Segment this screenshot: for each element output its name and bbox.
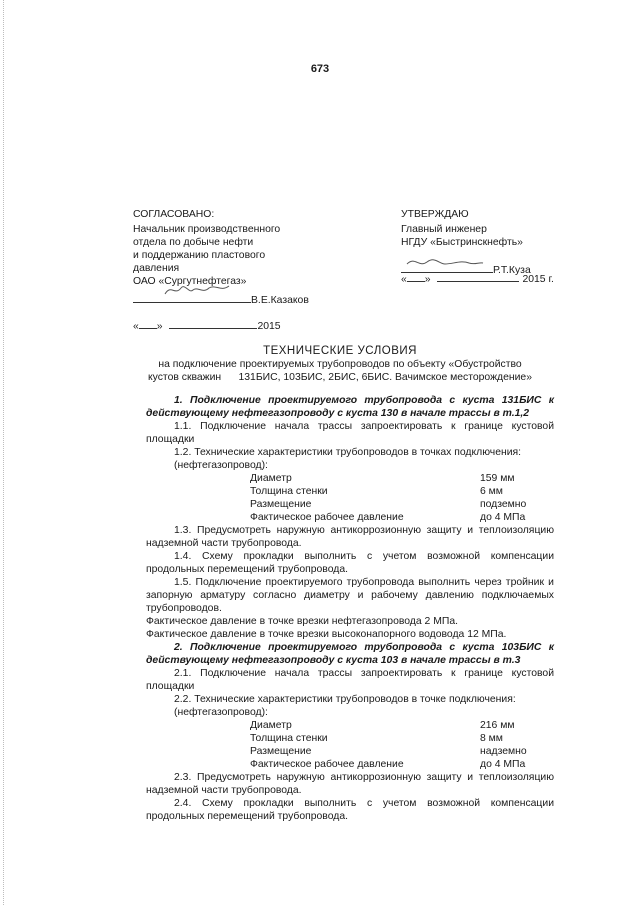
spec-label: Толщина стенки bbox=[250, 486, 328, 497]
document-subtitle-line: на подключение проектируемых трубопроводов по объекту «Обустройство bbox=[158, 359, 522, 371]
handwritten-signature-icon bbox=[405, 254, 485, 270]
date-day-blank bbox=[407, 281, 425, 282]
fact-pressure-oil: Фактическое давление в точке врезки нефтегазопровода 2 МПа. bbox=[146, 616, 458, 627]
date-open-quote: « bbox=[133, 321, 139, 332]
clause-2-2-note: (нефтегазопровод): bbox=[174, 707, 268, 718]
spec-value: 6 мм bbox=[480, 486, 503, 497]
approval-right-heading: УТВЕРЖДАЮ bbox=[401, 209, 469, 220]
document-title-block bbox=[140, 344, 540, 384]
document-subtitle-line: кустов скважин 131БИС, 103БИС, 2БИС, 6БИС. Вачимское месторождение» bbox=[147, 372, 532, 384]
spec-value: до 4 МПа bbox=[480, 759, 526, 770]
clause-1-5: 1.5. Подключение проектируемого трубопровода выполнить через тройник и запорную арматуру согласно диаметру и рабочему давлению подключаемых трубопроводов. bbox=[146, 577, 554, 614]
spec-label: Фактическое рабочее давление bbox=[250, 759, 404, 770]
approval-left-line: ОАО «Сургутнефтегаз» bbox=[133, 276, 247, 287]
date-open-quote: « bbox=[401, 274, 407, 285]
date-close-quote: » bbox=[424, 274, 431, 285]
spec-value: 8 мм bbox=[480, 733, 503, 744]
signature-line bbox=[133, 290, 251, 303]
approval-left-signatory: В.Е.Казаков bbox=[251, 295, 309, 306]
approval-left-signature-row bbox=[133, 290, 309, 307]
page-number: 673 bbox=[310, 63, 330, 75]
approval-right-date-row bbox=[401, 273, 554, 286]
spec-value: подземно bbox=[480, 499, 527, 510]
document-title: ТЕХНИЧЕСКИЕ УСЛОВИЯ bbox=[263, 345, 417, 357]
approval-left-line: и поддержанию пластового bbox=[133, 250, 266, 261]
clause-1-2-note: (нефтегазопровод): bbox=[174, 460, 268, 471]
signature-line bbox=[401, 260, 493, 273]
spec-value: 216 мм bbox=[480, 720, 515, 731]
date-month-blank bbox=[437, 281, 519, 282]
clause-1-4: 1.4. Схему прокладки выполнить с учетом возможной компенсации продольных перемещений трубопровода. bbox=[146, 551, 554, 575]
spec-label: Фактическое рабочее давление bbox=[250, 512, 404, 523]
handwritten-signature-icon bbox=[163, 282, 233, 298]
clause-2-2: 2.2. Технические характеристики трубопроводов в точке подключения: bbox=[174, 694, 516, 705]
clause-1-1: 1.1. Подключение начала трассы запроектировать к границе кустовой площадки bbox=[146, 421, 554, 445]
spec-label: Толщина стенки bbox=[250, 733, 328, 744]
date-month-blank bbox=[169, 328, 257, 329]
spec-label: Диаметр bbox=[250, 720, 292, 731]
clause-1-3: 1.3. Предусмотреть наружную антикоррозионную защиту и теплоизоляцию надземной части трубопровода. bbox=[146, 525, 554, 549]
approval-right-line: НГДУ «Быстринскнефть» bbox=[401, 237, 523, 248]
spec-value: 159 мм bbox=[480, 473, 515, 484]
spec-table bbox=[250, 472, 550, 524]
approval-left-date-row bbox=[133, 320, 281, 333]
approval-right-date-year: 2015 г. bbox=[522, 274, 554, 285]
clause-2-3: 2.3. Предусмотреть наружную антикоррозионную защиту и теплоизоляцию надземной части трубопровода. bbox=[146, 772, 554, 796]
spec-value: надземно bbox=[480, 746, 527, 757]
approval-left-block bbox=[133, 208, 280, 288]
document-body bbox=[146, 394, 554, 823]
approval-right-line: Главный инженер bbox=[401, 224, 487, 235]
date-close-quote: » bbox=[156, 321, 163, 332]
approval-left-line: давления bbox=[133, 263, 180, 274]
spec-table bbox=[250, 719, 550, 771]
approval-right-block bbox=[401, 208, 523, 249]
section-heading: 2. Подключение проектируемого трубопровода с куста 103БИС к действующему нефтегазопроводу с куста 103 в начале трассы в т.3 bbox=[146, 642, 554, 666]
spec-label: Размещение bbox=[250, 746, 312, 757]
approval-left-heading: СОГЛАСОВАНО: bbox=[133, 209, 215, 220]
clause-2-1: 2.1. Подключение начала трассы запроектировать к границе кустовой площадки bbox=[146, 668, 554, 692]
spec-value: до 4 МПа bbox=[480, 512, 526, 523]
fact-pressure-water: Фактическое давление в точке врезки высоконапорного водовода 12 МПа. bbox=[146, 629, 507, 640]
approval-left-date-year: 2015 bbox=[257, 321, 281, 332]
date-day-blank bbox=[139, 328, 157, 329]
spec-label: Диаметр bbox=[250, 473, 292, 484]
approval-left-line: отдела по добыче нефти bbox=[133, 237, 254, 248]
spec-label: Размещение bbox=[250, 499, 312, 510]
clause-2-4: 2.4. Схему прокладки выполнить с учетом возможной компенсации продольных перемещений трубопровода. bbox=[146, 798, 554, 822]
section-heading: 1. Подключение проектируемого трубопровода с куста 131БИС к действующему нефтегазопроводу с куста 130 в начале трассы в т.1,2 bbox=[146, 395, 554, 419]
approval-right-signatory: Р.Т.Куза bbox=[493, 265, 531, 276]
clause-1-2: 1.2. Технические характеристики трубопроводов в точках подключения: bbox=[174, 447, 522, 458]
scan-edge-line bbox=[3, 0, 4, 905]
approval-left-line: Начальник производственного bbox=[133, 224, 281, 235]
